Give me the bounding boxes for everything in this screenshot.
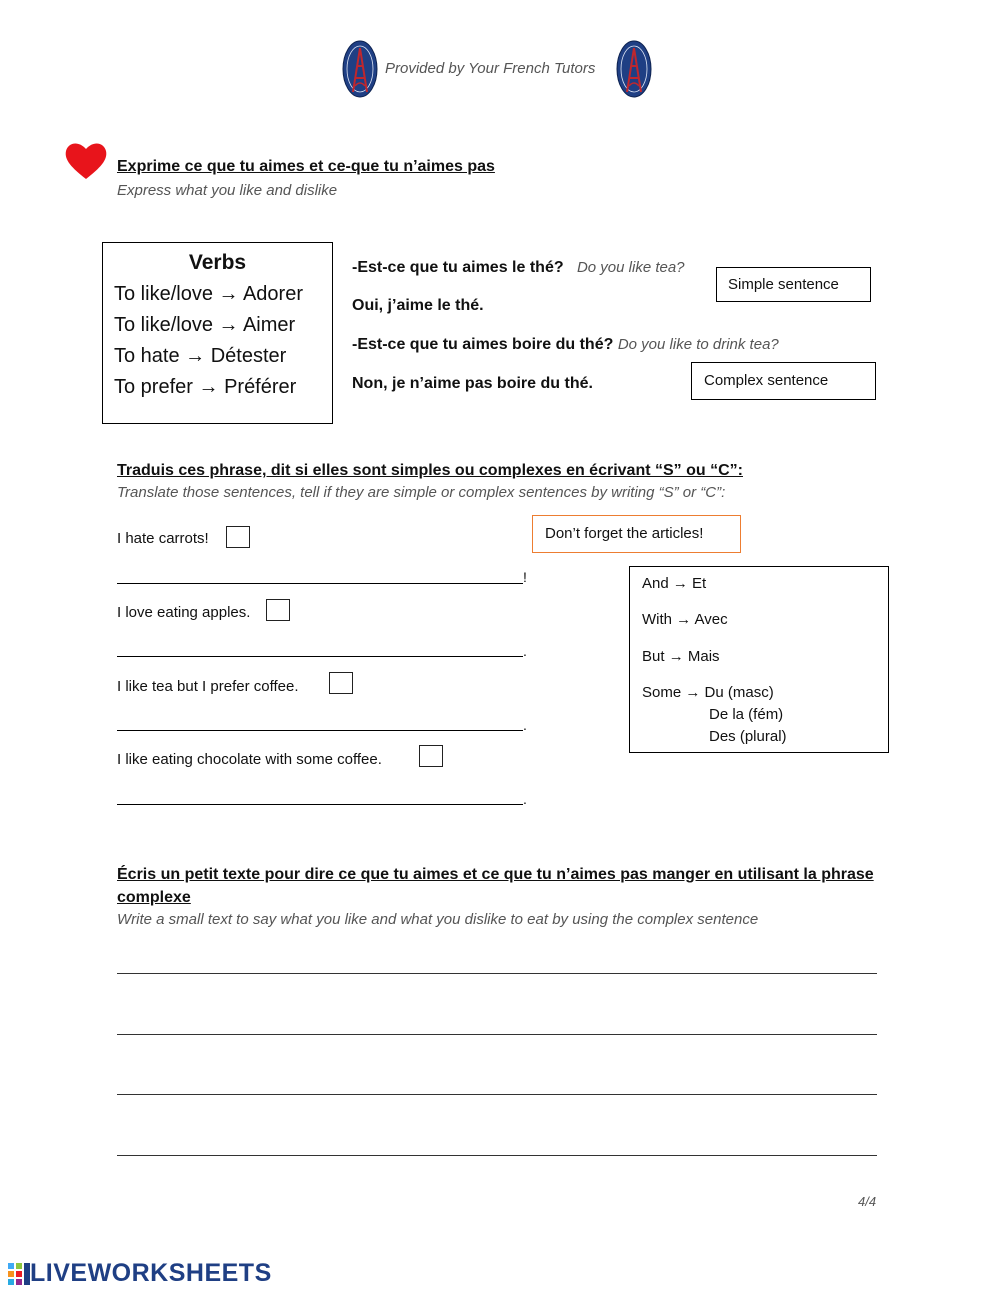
writing-line[interactable] [117, 1155, 877, 1156]
section2-subtitle: Translate those sentences, tell if they are simple or complex sentences by writing “S” or “C”: [117, 484, 726, 501]
right-arrow-icon: → [218, 283, 239, 305]
vocab-item: Some → Du (masc) [642, 684, 774, 701]
liveworksheets-logo-icon [8, 1263, 30, 1285]
example-question-1: -Est-ce que tu aimes le thé? Do you like tea? [352, 259, 685, 276]
sentence-2-type-checkbox[interactable] [266, 599, 290, 621]
vocab-box [629, 566, 889, 753]
sentence-2: I love eating apples. [117, 604, 251, 621]
reminder-box: Don’t forget the articles! [532, 515, 741, 553]
sentence-1: I hate carrots! [117, 530, 209, 547]
right-arrow-icon: → [198, 376, 219, 398]
right-arrow-icon: → [672, 575, 688, 592]
vocab-item: But → Mais [642, 648, 720, 665]
sentence-3-end-mark: . [523, 717, 527, 733]
section3-title-line2: complexe [117, 889, 191, 906]
sentence-3-type-checkbox[interactable] [329, 672, 353, 694]
page-number: 4/4 [858, 1194, 877, 1209]
vocab-item: And → Et [642, 575, 707, 592]
eiffel-tower-logo-left [342, 40, 378, 98]
heart-icon [64, 140, 108, 180]
sentence-2-answer-line[interactable] [117, 656, 523, 657]
footer-brand [8, 1259, 288, 1289]
page-header [340, 38, 660, 102]
sentence-1-type-checkbox[interactable] [226, 526, 250, 548]
example-answer-2: Non, je n’aime pas boire du thé. [352, 375, 593, 392]
example-answer-1: Oui, j’aime le thé. [352, 297, 484, 314]
sentence-2-end-mark: . [523, 643, 527, 659]
section1-subtitle: Express what you like and dislike [117, 182, 338, 199]
verbs-box [102, 242, 333, 424]
vocab-extra: Des (plural) [709, 728, 787, 745]
sentence-1-answer-line[interactable] [117, 583, 523, 584]
section3-subtitle: Write a small text to say what you like and what you dislike to eat by using the complex sentence [117, 911, 759, 928]
section3-title-line1: Écris un petit texte pour dire ce que tu aimes et ce que tu n’aimes pas manger en utilisant la phrase [117, 866, 874, 883]
sentence-3-answer-line[interactable] [117, 730, 523, 731]
sentence-4-end-mark: . [523, 791, 527, 807]
writing-line[interactable] [117, 1034, 877, 1035]
example-translation-1: Do you like tea? [576, 259, 685, 276]
liveworksheets-wordmark: LIVEWORKSHEETS [30, 1259, 272, 1287]
eiffel-tower-logo-right [616, 40, 652, 98]
writing-line[interactable] [117, 1094, 877, 1095]
simple-sentence-label: Simple sentence [716, 267, 871, 302]
sentence-3: I like tea but I prefer coffee. [117, 678, 299, 695]
verb-line: To like/love → Adorer [114, 283, 303, 305]
complex-sentence-label: Complex sentence [691, 362, 876, 400]
example-question-2: -Est-ce que tu aimes boire du thé? Do you like to drink tea? [352, 336, 779, 353]
vocab-extra: De la (fém) [709, 706, 784, 723]
vocab-item: With → Avec [642, 611, 728, 628]
right-arrow-icon: → [668, 648, 684, 665]
section2-title: Traduis ces phrase, dit si elles sont simples ou complexes en écrivant “S” ou “C”: [117, 462, 743, 479]
verbs-list [114, 279, 303, 403]
writing-line[interactable] [117, 973, 877, 974]
sentence-1-end-mark: ! [523, 569, 527, 585]
right-arrow-icon: → [676, 611, 692, 628]
right-arrow-icon: → [218, 314, 239, 336]
sentence-4-answer-line[interactable] [117, 804, 523, 805]
section1-title: Exprime ce que tu aimes et ce-que tu n’aimes pas [117, 158, 495, 175]
sentence-4: I like eating chocolate with some coffee. [117, 751, 382, 768]
right-arrow-icon: → [185, 345, 206, 367]
verb-line: To like/love → Aimer [114, 314, 296, 336]
sentence-4-type-checkbox[interactable] [419, 745, 443, 767]
example-translation-2: Do you like to drink tea? [617, 336, 779, 353]
verb-line: To hate → Détester [114, 345, 287, 367]
provider-text: Provided by Your French Tutors [385, 60, 596, 77]
verbs-title: Verbs [188, 251, 247, 274]
verb-line: To prefer → Préférer [114, 376, 297, 398]
right-arrow-icon: → [685, 684, 701, 701]
